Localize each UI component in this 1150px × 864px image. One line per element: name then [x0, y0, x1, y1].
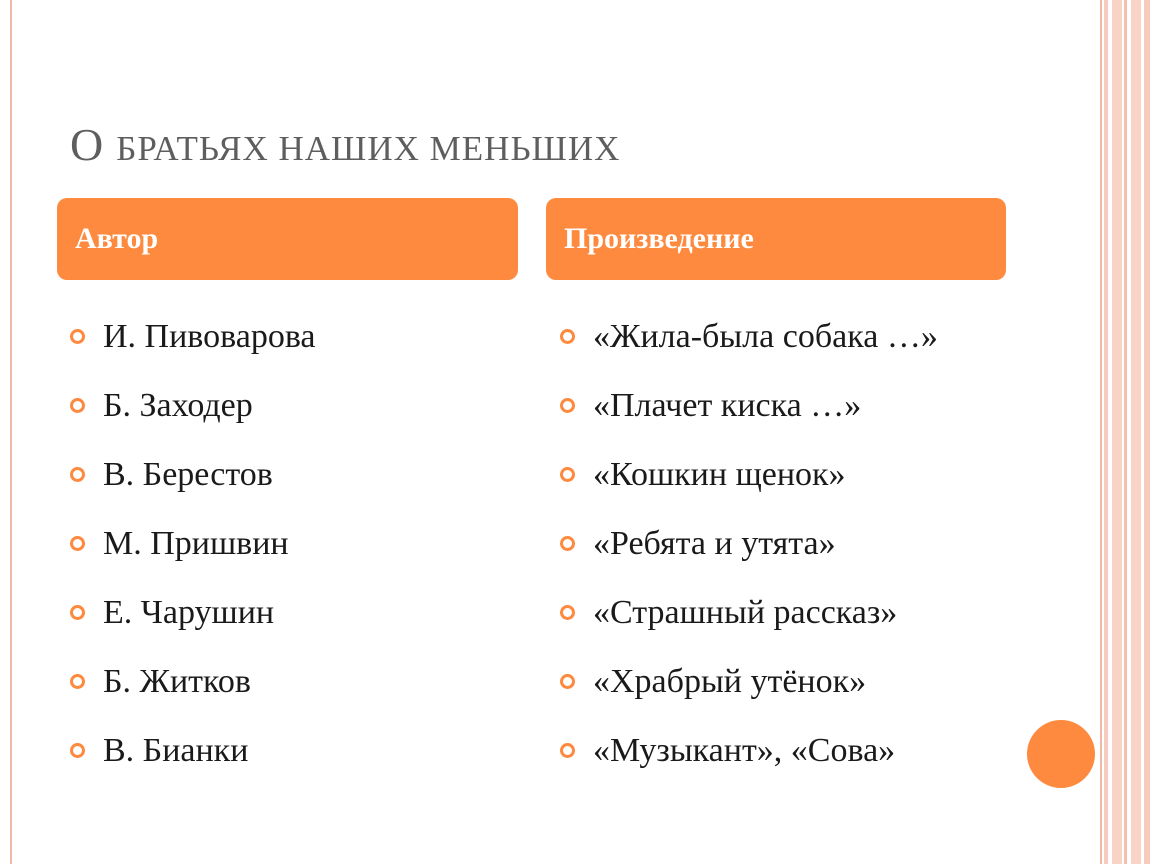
list-item — [560, 578, 938, 647]
list-item — [70, 371, 316, 440]
decorative-stripe — [1112, 0, 1122, 864]
decorative-stripe — [1131, 0, 1141, 864]
work-title: «Страшный рассказ» — [593, 593, 898, 631]
list-item — [560, 371, 938, 440]
author-list — [70, 302, 316, 785]
list-item — [70, 440, 316, 509]
author-column-header: Автор — [57, 198, 518, 280]
list-item — [70, 509, 316, 578]
author-name: Б. Заходер — [103, 386, 253, 424]
work-title: «Кошкин щенок» — [593, 455, 846, 493]
bullet-circle-icon — [560, 398, 575, 413]
bullet-circle-icon — [70, 467, 85, 482]
bullet-circle-icon — [560, 536, 575, 551]
bullet-circle-icon — [560, 743, 575, 758]
author-name: Б. Житков — [103, 662, 251, 700]
work-title: «Плачет киска …» — [593, 386, 862, 424]
decorative-stripe — [1124, 0, 1127, 864]
list-item — [70, 716, 316, 785]
decorative-stripe — [1104, 0, 1108, 864]
bullet-circle-icon — [70, 536, 85, 551]
author-name: М. Пришвин — [103, 524, 289, 562]
work-title: «Ребята и утята» — [593, 524, 836, 562]
slide-title — [70, 118, 620, 171]
bullet-circle-icon — [560, 605, 575, 620]
work-column-header: Произведение — [546, 198, 1006, 280]
list-item — [560, 647, 938, 716]
decorative-circle — [1027, 720, 1095, 788]
bullet-circle-icon — [560, 674, 575, 689]
list-item — [560, 509, 938, 578]
title-rest: БРАТЬЯХ НАШИХ МЕНЬШИХ — [116, 129, 621, 168]
title-first-letter: О — [70, 119, 105, 170]
bullet-circle-icon — [70, 398, 85, 413]
list-item — [70, 647, 316, 716]
bullet-circle-icon — [70, 605, 85, 620]
work-title: «Музыкант», «Сова» — [593, 731, 896, 769]
bullet-circle-icon — [560, 467, 575, 482]
list-item — [560, 440, 938, 509]
work-title: «Жила-была собака …» — [593, 317, 938, 355]
decorative-stripe — [1144, 0, 1150, 864]
bullet-circle-icon — [560, 329, 575, 344]
author-name: В. Берестов — [103, 455, 273, 493]
list-item — [560, 302, 938, 371]
author-name: Е. Чарушин — [103, 593, 275, 631]
list-item — [560, 716, 938, 785]
list-item — [70, 302, 316, 371]
bullet-circle-icon — [70, 674, 85, 689]
bullet-circle-icon — [70, 329, 85, 344]
work-title: «Храбрый утёнок» — [593, 662, 867, 700]
author-name: И. Пивоварова — [103, 317, 316, 355]
list-item — [70, 578, 316, 647]
bullet-circle-icon — [70, 743, 85, 758]
work-list — [560, 302, 938, 785]
author-name: В. Бианки — [103, 731, 249, 769]
